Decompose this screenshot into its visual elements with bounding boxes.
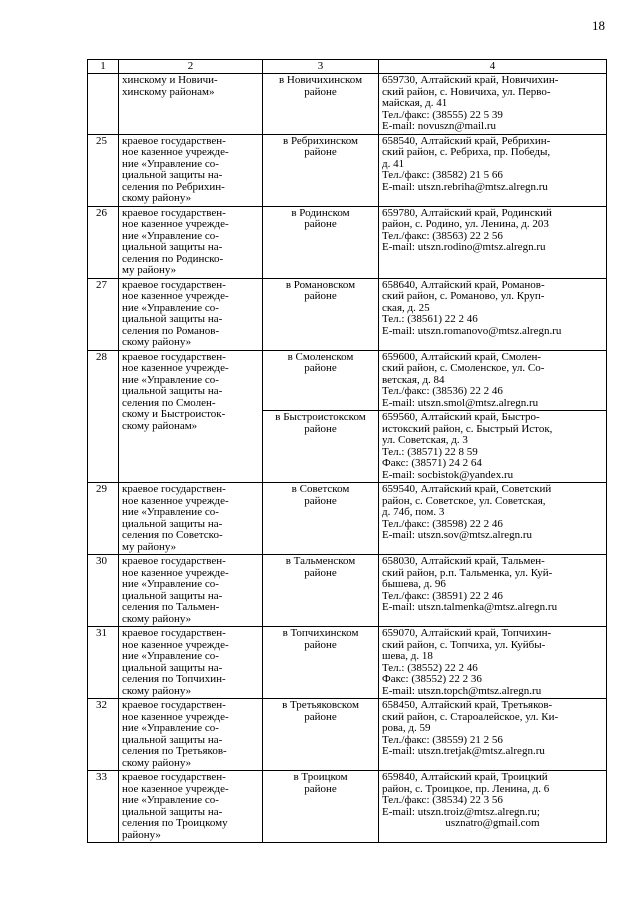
text-line: ное казенное учрежде- — [122, 146, 229, 158]
text-line: Тел.: (38571) 22 8 59 — [382, 445, 478, 458]
text-line: селения по Ребрихин- — [122, 180, 225, 193]
text-line: ская, д. 25 — [382, 301, 430, 314]
text-line: ние «Управление со- — [122, 373, 219, 386]
text-line: районе — [304, 218, 337, 230]
text-line: Тел./факс: (38559) 21 2 56 — [382, 733, 503, 746]
text-line: ние «Управление со- — [122, 506, 219, 518]
text-line: 659600, Алтайский край, Смолен- — [382, 350, 542, 363]
text-line: Тел.: (38561) 22 2 46 — [382, 313, 478, 325]
text-line: му району» — [122, 540, 177, 553]
district-cell — [263, 627, 379, 699]
organization-cell — [119, 74, 263, 135]
column-header: 3 — [263, 60, 379, 74]
row-number-cell: 29 — [88, 483, 119, 555]
text-line: Тел.: (38552) 22 2 46 — [382, 661, 478, 674]
table-row — [88, 206, 607, 278]
text-line: ние «Управление со- — [122, 650, 219, 662]
text-line: хинскому районам» — [122, 85, 215, 98]
text-line: районе — [304, 638, 337, 651]
text-line: районе — [304, 290, 337, 302]
text-line: ное казенное учрежде- — [122, 782, 229, 795]
text-line: 658540, Алтайский край, Ребрихин- — [382, 134, 551, 147]
table-row — [88, 483, 607, 555]
text-line: ский район, с. Топчиха, ул. Куйбы- — [382, 638, 546, 651]
text-line: циальной защиты на- — [122, 517, 223, 530]
text-line: селения по Советско- — [122, 529, 223, 541]
row-number-cell — [88, 74, 119, 135]
text-line: краевое государствен- — [122, 555, 226, 567]
text-line: ние «Управление со- — [122, 722, 219, 734]
text-line: скому району» — [122, 612, 192, 625]
organization-cell — [119, 206, 263, 278]
column-header: 4 — [379, 60, 607, 74]
row-number-cell: 30 — [88, 555, 119, 627]
text-line: селения по Третьяков- — [122, 745, 227, 757]
table-row — [88, 134, 607, 206]
text-line: селения по Романов- — [122, 324, 220, 337]
organization-cell — [119, 627, 263, 699]
text-line: Факс: (38552) 22 2 36 — [382, 673, 482, 685]
text-line: скому районам» — [122, 419, 198, 432]
text-line: ное казенное учрежде- — [122, 710, 229, 723]
text-line: селения по Смолен- — [122, 396, 216, 409]
text-line: краевое государствен- — [122, 699, 226, 711]
text-line: в Тальменском — [285, 555, 356, 567]
text-line: краевое государствен- — [122, 278, 226, 291]
text-line: ние «Управление со- — [122, 157, 219, 170]
text-line: ное казенное учрежде- — [122, 362, 229, 374]
text-line: скому району» — [122, 684, 192, 697]
column-header: 2 — [119, 60, 263, 74]
address-cell — [379, 411, 607, 483]
table-row — [88, 627, 607, 699]
text-line: 658450, Алтайский край, Третьяков- — [382, 699, 553, 711]
table-row — [88, 74, 607, 135]
organization-cell — [119, 699, 263, 771]
text-line: ное казенное учрежде- — [122, 638, 229, 651]
text-line: ский район, с. Ребриха, пр. Победы, — [382, 146, 551, 158]
organization-cell — [119, 483, 263, 555]
table-row — [88, 350, 607, 411]
district-cell — [263, 278, 379, 350]
text-line: Тел./факс: (38591) 22 2 46 — [382, 589, 503, 602]
text-line: районе — [304, 362, 337, 374]
text-line: в Родинском — [291, 206, 350, 219]
address-cell — [379, 627, 607, 699]
text-line: селения по Тальмен- — [122, 601, 220, 613]
text-line: 659730, Алтайский край, Новичихин- — [382, 74, 559, 86]
address-cell — [379, 350, 607, 411]
text-line: ский район, с. Староалейское, ул. Ки- — [382, 710, 559, 723]
page-number: 18 — [592, 18, 605, 33]
text-line: ние «Управление со- — [122, 578, 219, 590]
text-line: истокский район, с. Быстрый Исток, — [382, 422, 553, 435]
organization-cell — [119, 134, 263, 206]
address-cell — [379, 278, 607, 350]
text-line: рова, д. 59 — [382, 722, 431, 734]
text-line: майская, д. 41 — [382, 97, 448, 109]
text-line: селения по Топчихин- — [122, 673, 226, 685]
text-line: район, с. Троицкое, пр. Ленина, д. 6 — [382, 782, 550, 795]
text-line: 659840, Алтайский край, Троицкий — [382, 771, 548, 783]
row-number-cell: 26 — [88, 206, 119, 278]
text-line: шева, д. 18 — [382, 650, 433, 662]
text-line: Тел./факс: (38563) 22 2 56 — [382, 229, 503, 242]
text-line: Тел./факс: (38534) 22 3 56 — [382, 794, 503, 806]
row-number-cell: 25 — [88, 134, 119, 206]
address-cell — [379, 134, 607, 206]
text-line: ние «Управление со- — [122, 301, 219, 314]
text-line: в Третьяковском — [282, 699, 359, 711]
address-cell — [379, 555, 607, 627]
text-line: E-mail: utszn.talmenka@mtsz.alregn.ru — [382, 601, 558, 613]
row-number-cell: 33 — [88, 771, 119, 843]
text-line: Тел./факс: (38536) 22 2 46 — [382, 385, 503, 397]
table-row — [88, 278, 607, 350]
text-line: районе — [304, 782, 337, 795]
organization-cell — [119, 350, 263, 483]
text-line: ние «Управление со- — [122, 229, 219, 242]
address-cell — [379, 771, 607, 843]
text-line: в Новичихинском — [278, 74, 363, 86]
text-line: циальной защиты на- — [122, 661, 223, 674]
text-line: скому району» — [122, 756, 192, 769]
table-row — [88, 771, 607, 843]
text-line: E-mail: socbistok@yandex.ru — [382, 468, 514, 481]
organization-cell — [119, 771, 263, 843]
text-line: районе — [304, 422, 337, 435]
text-line: районе — [304, 494, 337, 507]
text-line: бышева, д. 96 — [382, 578, 446, 590]
text-line: циальной защиты на- — [122, 241, 223, 253]
text-line: краевое государствен- — [122, 627, 226, 639]
text-line: ное казенное учрежде- — [122, 494, 229, 507]
text-line: д. 74б, пом. 3 — [382, 506, 445, 518]
text-line: циальной защиты на- — [122, 169, 223, 181]
row-number-cell: 28 — [88, 350, 119, 483]
text-line: 658640, Алтайский край, Романов- — [382, 278, 545, 291]
text-line: 659070, Алтайский край, Топчихин- — [382, 627, 552, 639]
table-row — [88, 699, 607, 771]
text-line: 658030, Алтайский край, Тальмен- — [382, 555, 545, 567]
text-line: ский район, р.п. Тальменка, ул. Куй- — [382, 566, 553, 579]
text-line: Тел./факс: (38598) 22 2 46 — [382, 517, 503, 530]
text-line: E-mail: utszn.rodino@mtsz.alregn.ru — [382, 241, 546, 253]
organization-cell — [119, 278, 263, 350]
text-line: в Романовском — [285, 278, 356, 291]
address-cell — [379, 483, 607, 555]
district-cell — [263, 699, 379, 771]
text-line: циальной защиты на- — [122, 385, 223, 397]
text-line: E-mail: utszn.troiz@mtsz.alregn.ru; — [382, 805, 540, 818]
text-line: циальной защиты на- — [122, 805, 223, 818]
row-number-cell: 27 — [88, 278, 119, 350]
text-line: 659560, Алтайский край, Быстро- — [382, 411, 540, 423]
column-header: 1 — [88, 60, 119, 74]
text-line: в Быстроистокском — [275, 411, 366, 423]
text-line: E-mail: utszn.rebriha@mtsz.alregn.ru — [382, 180, 548, 193]
text-line: в Ребрихинском — [283, 134, 358, 147]
text-line: циальной защиты на- — [122, 733, 223, 746]
row-number-cell: 31 — [88, 627, 119, 699]
table-row — [88, 555, 607, 627]
text-line: районе — [304, 710, 337, 723]
text-line: скому и Быстроисток- — [122, 408, 226, 420]
text-line: циальной защиты на- — [122, 589, 223, 602]
text-line: Факс: (38571) 24 2 64 — [382, 457, 482, 469]
text-line: район, с. Родино, ул. Ленина, д. 203 — [382, 218, 549, 230]
district-cell — [263, 350, 379, 411]
row-number-cell: 32 — [88, 699, 119, 771]
text-line: району» — [122, 828, 161, 841]
text-line: ное казенное учрежде- — [122, 290, 229, 302]
text-line: usznatro@gmail.com — [445, 817, 540, 829]
address-cell — [379, 699, 607, 771]
text-line: район, с. Советское, ул. Советская, — [382, 494, 546, 507]
text-line: ул. Советская, д. 3 — [382, 434, 468, 446]
text-line: E-mail: utszn.romanovo@mtsz.alregn.ru — [382, 324, 562, 337]
address-cell — [379, 206, 607, 278]
text-line: 659540, Алтайский край, Советский — [382, 483, 552, 495]
district-cell — [263, 771, 379, 843]
text-line: в Троицком — [293, 771, 348, 783]
organization-cell — [119, 555, 263, 627]
text-line: циальной защиты на- — [122, 313, 223, 325]
text-line: районе — [304, 85, 337, 98]
text-line: в Топчихинском — [282, 627, 359, 639]
text-line: ное казенное учрежде- — [122, 218, 229, 230]
district-cell — [263, 134, 379, 206]
text-line: E-mail: utszn.sov@mtsz.alregn.ru — [382, 529, 533, 541]
text-line: краевое государствен- — [122, 134, 226, 147]
text-line: ский район, с. Смоленское, ул. Со- — [382, 362, 545, 374]
district-cell — [263, 411, 379, 483]
text-line: селения по Родинско- — [122, 252, 224, 265]
text-line: краевое государствен- — [122, 206, 226, 219]
text-line: в Советском — [291, 483, 350, 495]
text-line: краевое государствен- — [122, 771, 226, 783]
text-line: районе — [304, 146, 337, 158]
text-line: E-mail: novuszn@mail.ru — [382, 120, 496, 132]
text-line: 659780, Алтайский край, Родинский — [382, 206, 552, 219]
text-line: E-mail: utszn.tretjak@mtsz.alregn.ru — [382, 745, 545, 757]
text-line: хинскому и Новичи- — [122, 74, 218, 86]
text-line: Тел./факс: (38582) 21 5 66 — [382, 169, 503, 181]
district-cell — [263, 555, 379, 627]
text-line: E-mail: utszn.smol@mtsz.alregn.ru — [382, 396, 539, 409]
district-cell — [263, 206, 379, 278]
text-line: в Смоленском — [287, 350, 354, 363]
address-cell — [379, 74, 607, 135]
text-line: д. 41 — [382, 157, 405, 170]
text-line: ский район, с. Новичиха, ул. Перво- — [382, 85, 551, 98]
district-cell — [263, 74, 379, 135]
text-line: E-mail: utszn.topch@mtsz.alregn.ru — [382, 684, 542, 697]
district-cell — [263, 483, 379, 555]
institutions-table — [87, 59, 607, 843]
text-line: районе — [304, 566, 337, 579]
table-header-row — [88, 60, 607, 74]
text-line: краевое государствен- — [122, 483, 226, 495]
text-line: краевое государствен- — [122, 350, 226, 363]
text-line: скому району» — [122, 336, 192, 348]
text-line: селения по Троицкому — [122, 817, 228, 829]
text-line: ветская, д. 84 — [382, 373, 445, 386]
text-line: ние «Управление со- — [122, 794, 219, 806]
text-line: ский район, с. Романово, ул. Круп- — [382, 290, 545, 302]
text-line: му району» — [122, 264, 177, 276]
text-line: ное казенное учрежде- — [122, 566, 229, 579]
text-line: скому району» — [122, 192, 192, 204]
text-line: Тел./факс: (38555) 22 5 39 — [382, 108, 503, 121]
